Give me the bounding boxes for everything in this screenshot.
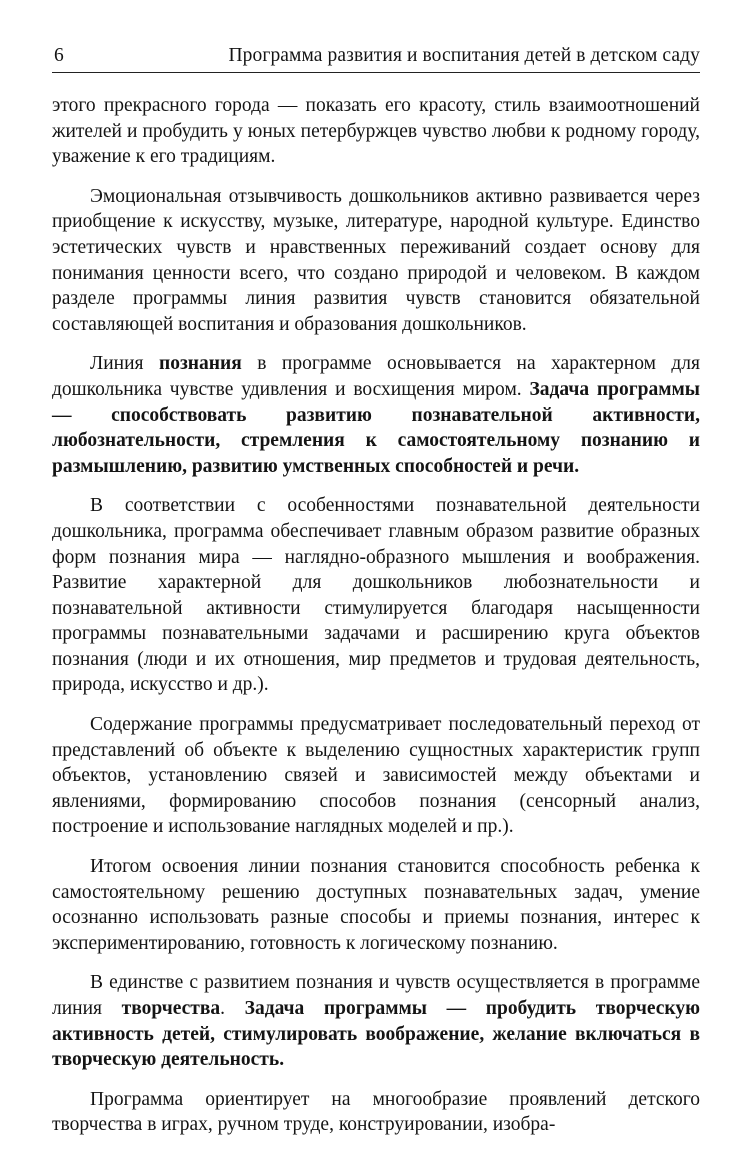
paragraph-2: Эмоциональная отзывчивость дошкольников активно развивается через приобщение к искусству, музыке, литературе, народной культуре. Единство эстетических чувств и нравственных переживаний создает основу для понимания ценности всего, что создано природой и человеком. В каждом разделе программы линия развития чувств становится обязательной составляющей воспитания и образования дошкольников. xyxy=(52,185,700,335)
paragraph-7-middle: . xyxy=(220,998,245,1019)
paragraph-8: Программа ориентирует на многообразие проявлений детского творчества в играх, ручном труде, конструировании, изобра- xyxy=(52,1088,700,1136)
paragraph-3-middle: в программе основывается на характерном для дошкольника чувстве удивления и восхищения миром. xyxy=(52,353,700,400)
paragraph-7 xyxy=(52,970,700,1072)
paragraph-3 xyxy=(52,351,700,479)
paragraph-5: Содержание программы предусматривает последовательный переход от представлений об объекте к выделению сущностных характеристик групп объектов, установлению связей и зависимостей между объектами и явлениями, формированию способов познания (сенсорный анализ, построение и использование наглядных моделей и пр.). xyxy=(52,714,700,838)
paragraph-6: Итогом освоения линии познания становится способность ребенка к самостоятельному решению доступных познавательных задач, умение осознанно использовать разные способы и приемы познания, интерес к экспериментированию, готовность к логическому познанию. xyxy=(52,856,700,954)
book-page xyxy=(52,44,700,1152)
paragraph-1: этого прекрасного города — показать его красоту, стиль взаимоотношений жителей и пробудить у юных петербуржцев чувство любви к родному городу, уважение к его традициям. xyxy=(52,95,700,168)
running-title: Программа развития и воспитания детей в детском саду xyxy=(228,45,700,66)
paragraph-3-lead: Линия xyxy=(90,353,159,375)
running-header xyxy=(52,44,700,73)
paragraph-7-task: Задача программы — пробудить творческую активность детей, стимулировать воображение, желание включаться в творческую деятельность. xyxy=(52,998,700,1071)
paragraph-7-term: творчества xyxy=(121,998,221,1019)
page-number: 6 xyxy=(54,45,64,66)
paragraph-3-term: познания xyxy=(158,353,242,375)
body-text xyxy=(52,93,700,1138)
paragraph-7-lead: В единстве с развитием познания и чувств осуществляется в программе линия xyxy=(52,972,700,1019)
paragraph-4: В соответствии с особенностями познавательной деятельности дошкольника, программа обеспечивает главным образом развитие образных форм познания мира — наглядно-образного мышления и воображения. Развитие характерной для дошкольников любознательности и познавательной активности стимулируется благодаря насыщенности программы познавательными задачами и расширению круга объектов познания (люди и их отношения, мир предметов и трудовая деятельность, природа, искусство и др.). xyxy=(52,495,700,696)
paragraph-3-task: Задача программы — способствовать развитию познавательной активности, любознательности, стремления к самостоятельному познанию и размышлению, развитию умственных способностей и речи. xyxy=(52,378,700,477)
